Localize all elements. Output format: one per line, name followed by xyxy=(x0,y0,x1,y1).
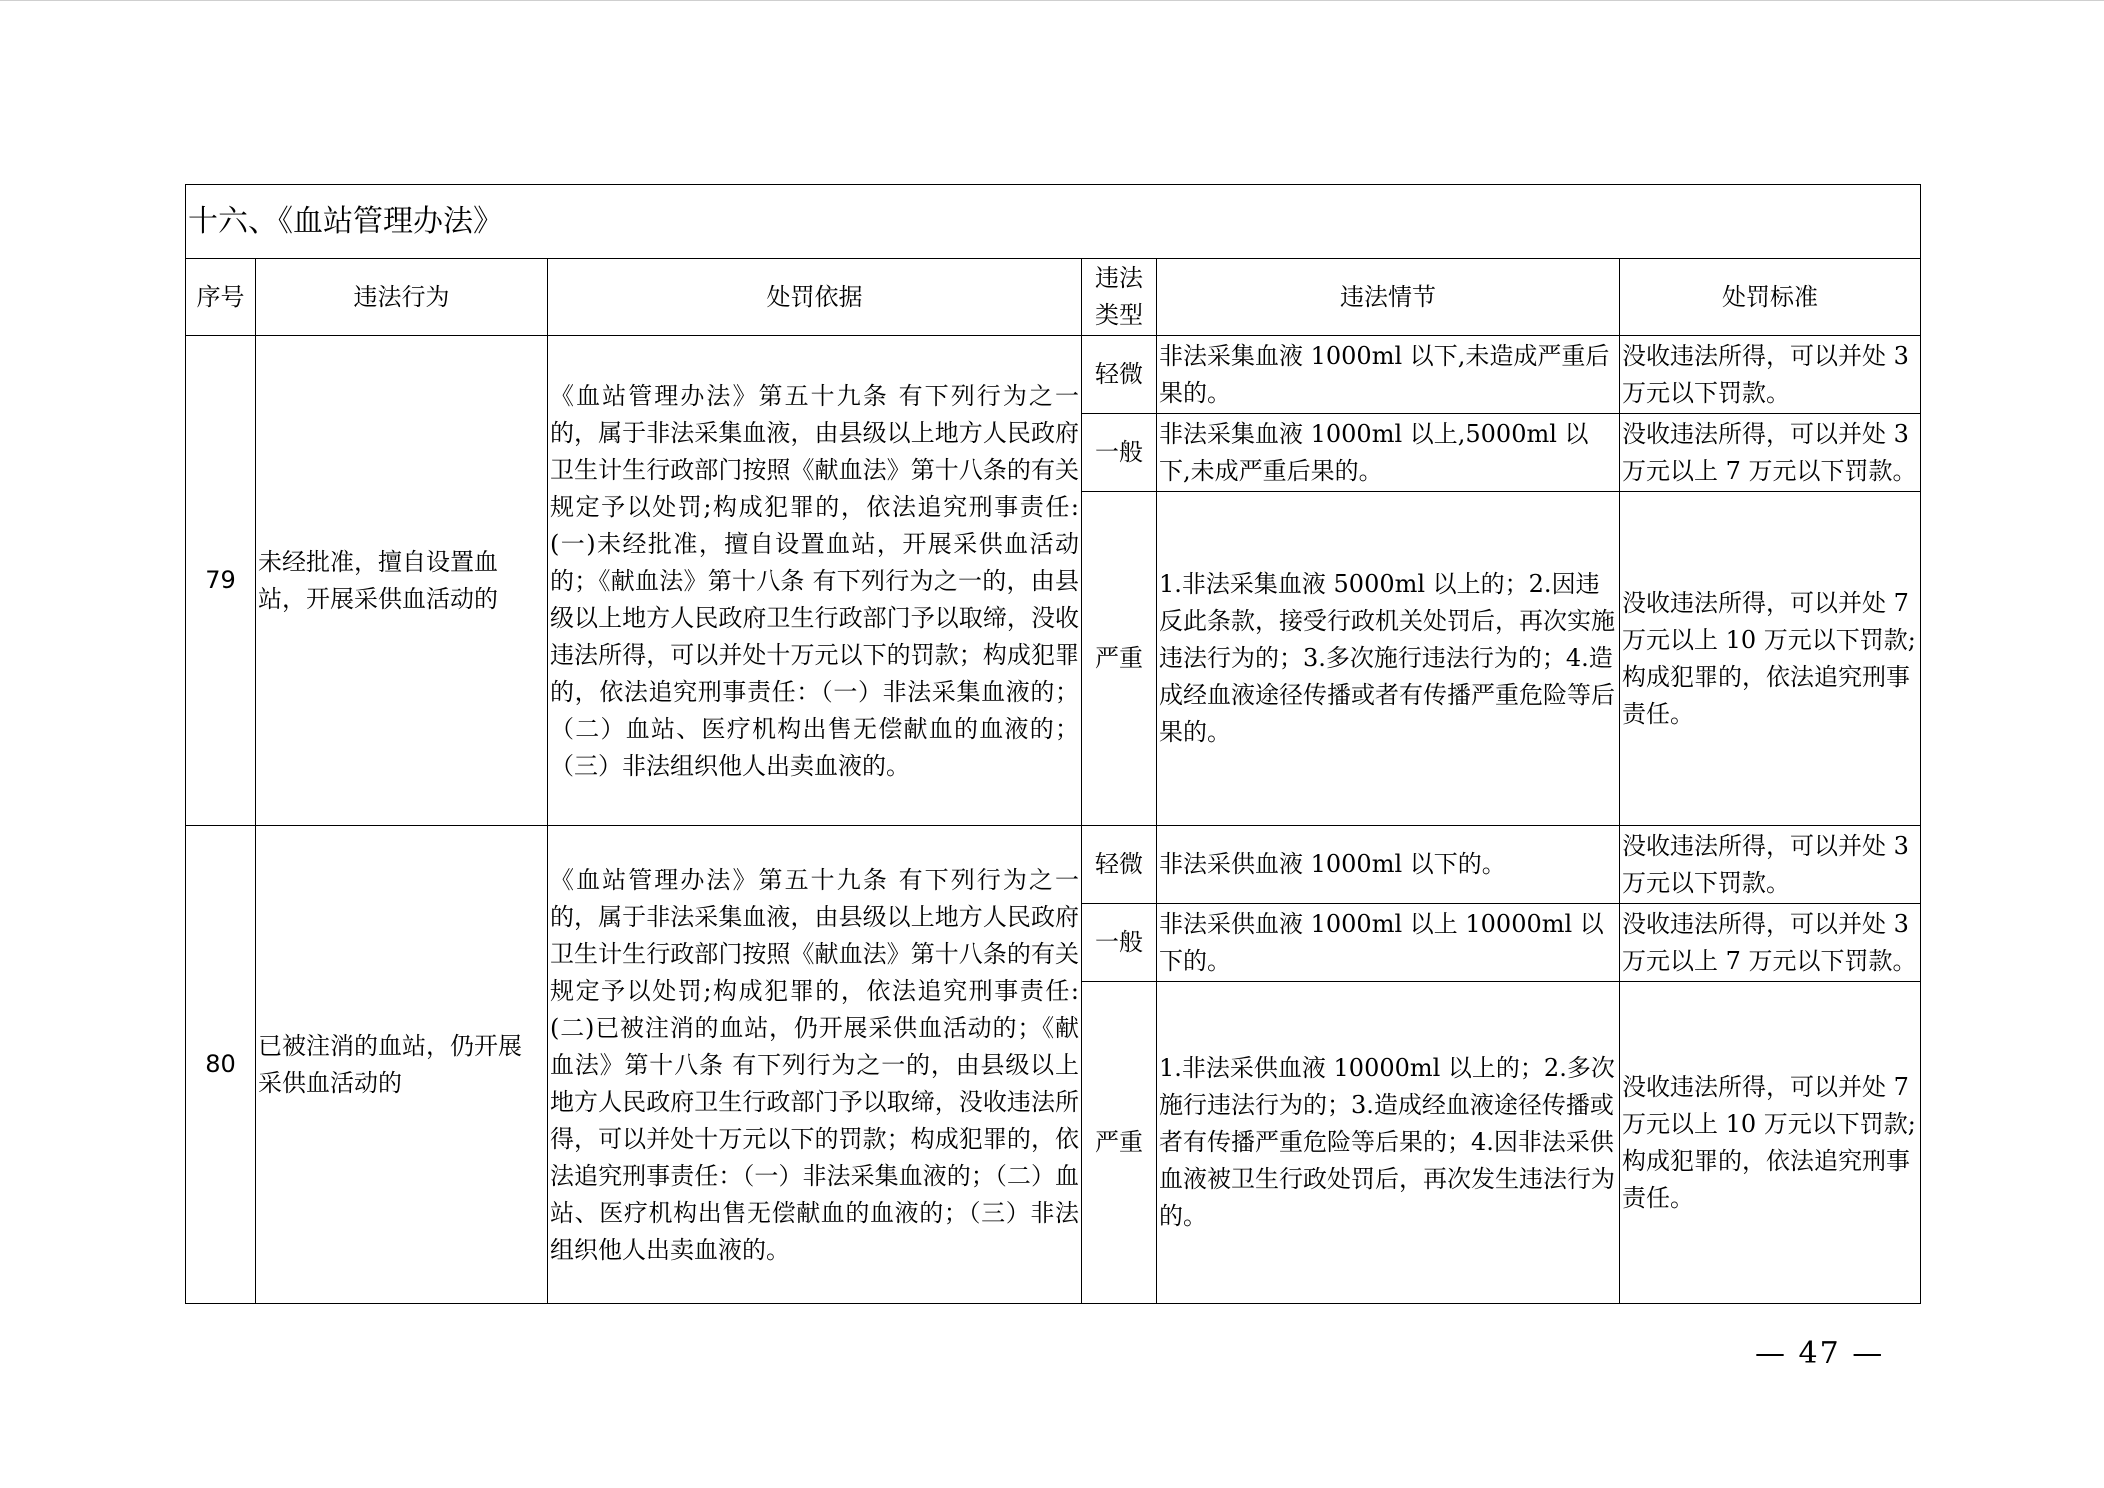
level-circumstance: 非法采供血液 1000ml 以上 10000ml 以下的。 xyxy=(1157,904,1620,982)
level-type: 严重 xyxy=(1082,492,1157,826)
table-row xyxy=(186,826,1921,904)
level-circumstance: 非法采集血液 1000ml 以上,5000ml 以下,未成严重后果的。 xyxy=(1157,414,1620,492)
header-standard: 处罚标准 xyxy=(1620,259,1921,336)
level-type: 轻微 xyxy=(1082,826,1157,904)
header-type-line2: 类型 xyxy=(1095,301,1143,329)
level-type: 严重 xyxy=(1082,982,1157,1304)
header-type-line1: 违法 xyxy=(1095,264,1143,292)
table-row xyxy=(186,336,1921,414)
row-behavior: 已被注消的血站，仍开展采供血活动的 xyxy=(256,826,548,1304)
header-basis: 处罚依据 xyxy=(548,259,1082,336)
row-behavior: 未经批准，擅自设置血站，开展采供血活动的 xyxy=(256,336,548,826)
level-type: 轻微 xyxy=(1082,336,1157,414)
level-circumstance: 非法采集血液 1000ml 以下,未造成严重后果的。 xyxy=(1157,336,1620,414)
page-number: — 47 — xyxy=(1755,1336,1885,1371)
level-type: 一般 xyxy=(1082,904,1157,982)
header-circumstance: 违法情节 xyxy=(1157,259,1620,336)
header-behavior: 违法行为 xyxy=(256,259,548,336)
level-type: 一般 xyxy=(1082,414,1157,492)
page-top-border xyxy=(0,0,2104,1)
level-standard: 没收违法所得，可以并处 3 万元以下罚款。 xyxy=(1620,826,1921,904)
row-basis: 《血站管理办法》第五十九条 有下列行为之一的，属于非法采集血液，由县级以上地方人民政府卫生计生行政部门按照《献血法》第十八条的有关规定予以处罚;构成犯罪的，依法追究刑事责任:(一)未经批准，擅自设置血站，开展采供血活动的；《献血法》第十八条 有下列行为之一的，由县级以上地方人民政府卫生行政部门予以取缔，没收违法所得，可以并处十万元以下的罚款；构成犯罪的，依法追究刑事责任：（一）非法采集血液的；（二）血站、医疗机构出售无偿献血的血液的；（三）非法组织他人出卖血液的。 xyxy=(548,336,1082,826)
level-circumstance: 1.非法采集血液 5000ml 以上的；2.因违反此条款，接受行政机关处罚后，再次实施违法行为的；3.多次施行违法行为的；4.造成经血液途径传播或者有传播严重危险等后果的。 xyxy=(1157,492,1620,826)
header-type xyxy=(1082,259,1157,336)
header-seq: 序号 xyxy=(186,259,256,336)
level-standard: 没收违法所得，可以并处 3 万元以上 7 万元以下罚款。 xyxy=(1620,904,1921,982)
section-title-row xyxy=(186,185,1921,259)
level-standard: 没收违法所得，可以并处 7 万元以上 10 万元以下罚款;构成犯罪的，依法追究刑事责任。 xyxy=(1620,492,1921,826)
header-row xyxy=(186,259,1921,336)
level-standard: 没收违法所得，可以并处 3 万元以上 7 万元以下罚款。 xyxy=(1620,414,1921,492)
level-circumstance: 1.非法采供血液 10000ml 以上的；2.多次施行违法行为的；3.造成经血液途径传播或者有传播严重危险等后果的；4.因非法采供血液被卫生行政处罚后，再次发生违法行为的。 xyxy=(1157,982,1620,1304)
penalty-standards-table xyxy=(185,184,1921,1304)
level-standard: 没收违法所得，可以并处 7 万元以上 10 万元以下罚款;构成犯罪的，依法追究刑事责任。 xyxy=(1620,982,1921,1304)
row-seq: 79 xyxy=(186,336,256,826)
section-title: 十六、《血站管理办法》 xyxy=(186,185,1921,259)
row-seq: 80 xyxy=(186,826,256,1304)
level-circumstance: 非法采供血液 1000ml 以下的。 xyxy=(1157,826,1620,904)
level-standard: 没收违法所得，可以并处 3 万元以下罚款。 xyxy=(1620,336,1921,414)
row-basis: 《血站管理办法》第五十九条 有下列行为之一的，属于非法采集血液，由县级以上地方人民政府卫生计生行政部门按照《献血法》第十八条的有关规定予以处罚;构成犯罪的，依法追究刑事责任: (二)已被注消的血站，仍开展采供血活动的；《献血法》第十八条 有下列行为之一的，由县级以上地方人民政府卫生行政部门予以取缔，没收违法所得，可以并处十万元以下的罚款；构成犯罪的，依法追究刑事责任：（一）非法采集血液的；（二）血站、医疗机构出售无偿献血的血液的；（三）非法组织他人出卖血液的。 xyxy=(548,826,1082,1304)
